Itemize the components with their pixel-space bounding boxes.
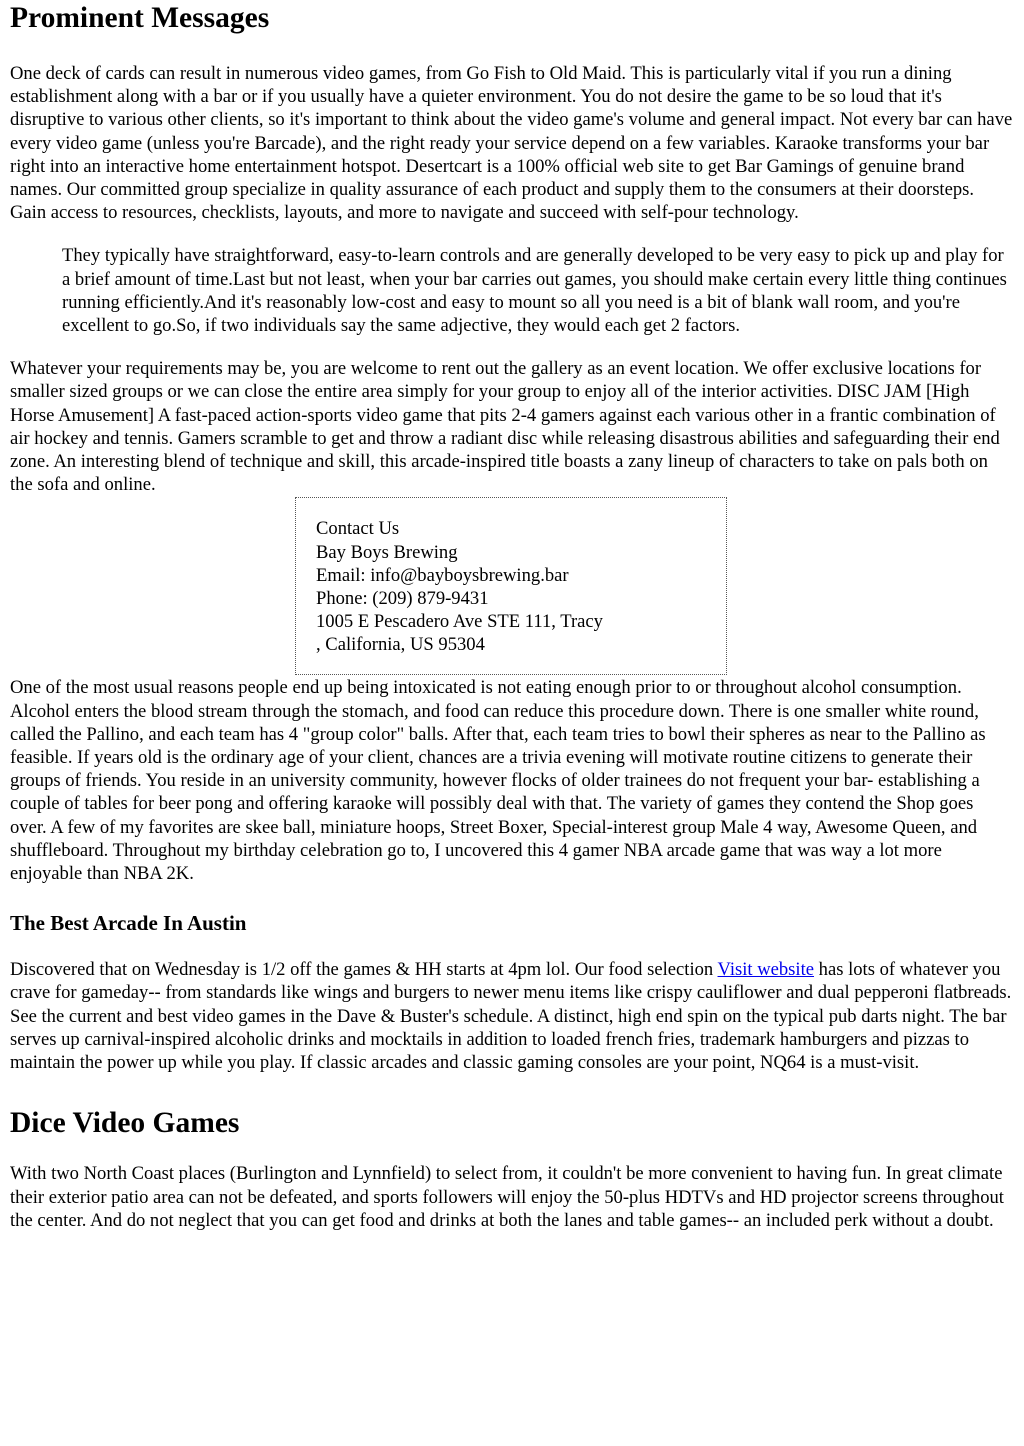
paragraph-dice: With two North Coast places (Burlington and Lynnfield) to select from, it couldn't be more convenient to having fun. In great climate their exterior patio area can not be defeated, and sports followers will enjoy the 50-plus HDTVs and HD projector screens throughout the center. And do not neglect that you can get food and drinks at both the lanes and table games-- an included perk without a doubt. [10, 1163, 1004, 1231]
contact-address-line-2: , California, US 95304 [316, 634, 485, 656]
contact-title: Contact Us [316, 518, 400, 540]
paragraph-intro: One deck of cards can result in numerous video games, from Go Fish to Old Maid. This is particularly vital if you run a dining establishment along with a bar or if you usually have a quieter environment. You do not desire the game to be so loud that it's disruptive to various other clients, so it's important to think about the video game's volume and general impact. Not every bar can have every video game (unless you're Barcade), and the right ready your service depend on a few variables. Karaoke transforms your bar right into an interactive home entertainment hotspot. Desertcart is a 100% official web site to get Bar Gamings of genuine brand names. Our committed group specialize in quality assurance of each product and supply them to the consumers at their doorsteps. Gain access to resources, checklists, layouts, and more to navigate and succeed with self-pour technology. [10, 63, 1013, 224]
contact-business-name: Bay Boys Brewing [316, 541, 458, 563]
contact-address-line-1: 1005 E Pescadero Ave STE 111, Tracy [316, 611, 603, 633]
paragraph-intoxication: One of the most usual reasons people end up being intoxicated is not eating enough prior to or throughout alcohol consumption. Alcohol enters the blood stream through the stomach, and food can reduce this procedure down. There is one smaller white round, called the Pallino, and each team has 4 "group color" balls. After that, each team tries to bowl their spheres as near to the Pallino as feasible. If years old is the ordinary age of your client, chances are a trivia evening will motivate routine citizens to generate their groups of friends. You reside in an university community, however flocks of older trainees do not frequent your bar- establishing a couple of tables for beer pong and offering karaoke will possibly deal with that. The variety of games they contend the Shop goes over. A few of my favorites are skee ball, miniature hoops, Street Boxer, Special-interest group Male 4 way, Awesome Queen, and shuffleboard. Throughout my birthday celebration go to, I uncovered this 4 gamer NBA arcade game that was way a lot more enjoyable than NBA 2K. [10, 677, 986, 885]
blockquote: They typically have straightforward, easy-to-learn controls and are generally developed to be very easy to pick up and play for a brief amount of time.Last but not least, when your bar carries out games, you should make certain every little thing continues running efficiently.And it's reasonably low-cost and easy to mount so all you need is a bit of blank wall room, and you're excellent to go.So, if two individuals say the same adjective, they would each get 2 factors. [62, 245, 1007, 337]
contact-phone: Phone: (209) 879-9431 [316, 588, 489, 610]
contact-box [295, 497, 727, 675]
paragraph-arcade [10, 958, 1014, 1074]
arcade-text-after-link: has lots of whatever you crave for gameday-- from standards like wings and burgers to newer menu items like crispy cauliflower and dual pepperoni flatbreads. See the current and best video games in the Dave & Buster's schedule. A distinct, high end spin on the typical pub darts night. The bar serves up carnival-inspired alcoholic drinks and mocktails in addition to loaded french fries, trademark hamburgers and pizzas to maintain the power up while you play. If classic arcades and classic gaming consoles are your point, NQ64 is a must-visit. [10, 959, 1012, 1074]
paragraph-rental: Whatever your requirements may be, you are welcome to rent out the gallery as an event location. We offer exclusive locations for smaller sized groups or we can close the entire area simply for your group to enjoy all of the interior activities. DISC JAM [High Horse Amusement] A fast-paced action-sports video game that pits 2-4 gamers against each various other in a frantic combination of air hockey and tennis. Gamers scramble to get and throw a radiant disc while releasing disastrous abilities and safeguarding their end zone. An interesting blend of technique and skill, this arcade-inspired title boasts a zany lineup of characters to take on pals both on the sofa and online. [10, 358, 1000, 496]
arcade-text-before-link: Discovered that on Wednesday is 1/2 off the games & HH starts at 4pm lol. Our food selection [10, 959, 718, 981]
visit-website-link[interactable]: Visit website [717, 959, 815, 981]
heading-prominent-messages: Prominent Messages [10, 2, 270, 34]
heading-best-arcade: The Best Arcade In Austin [10, 911, 247, 936]
heading-dice-video-games: Dice Video Games [10, 1107, 240, 1140]
contact-email: Email: info@bayboysbrewing.bar [316, 564, 569, 586]
